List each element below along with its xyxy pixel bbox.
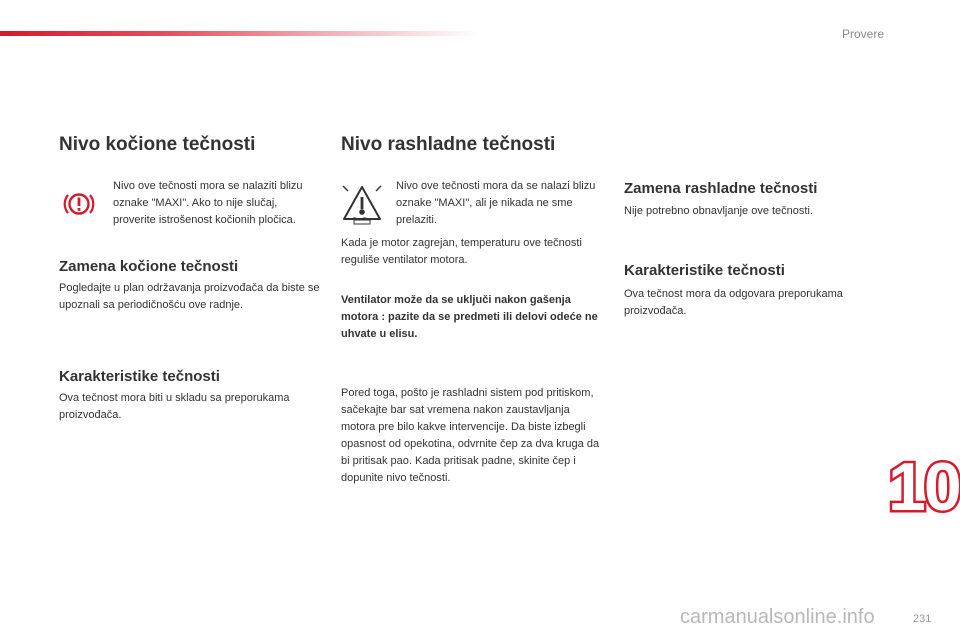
coolant-intro: Nivo ove tečnosti mora da se nalazi blizu oznake "MAXI", ali je nikada ne sme prelaziti. bbox=[396, 180, 596, 226]
brake-replace-text: Pogledajte u plan održavanja proizvođača da biste se upoznali sa periodičnošću ove radnje. bbox=[59, 282, 320, 311]
coolant-pressure-text: Pored toga, pošto je rashladni sistem pod pritiskom, sačekajte bar sat vremena nakon zaustavljanja motora pre bilo kakve intervencije. Da biste izbegli opasnost od opekotina, odvrnite čep za dva kruga da bi pritisak pao. Kada pritisak padne, skinite čep i dopunite nivo tečnosti. bbox=[341, 387, 600, 484]
brake-spec-title: Karakteristike tečnosti bbox=[59, 368, 220, 385]
brake-warning-icon bbox=[62, 189, 96, 219]
coolant-spec-text: Ova tečnost mora da odgovara preporukama proizvođača. bbox=[624, 288, 843, 317]
coolant-fan-warning: Ventilator može da se uključi nakon gašenja motora : pazite da se predmeti ili delovi odeće ne uhvate u elisu. bbox=[341, 294, 598, 340]
coolant-fan-text: Kada je motor zagrejan, temperaturu ove tečnosti reguliše ventilator motora. bbox=[341, 237, 582, 266]
section-label: Provere bbox=[841, 27, 884, 41]
coolant-title: Nivo rashladne tečnosti bbox=[341, 134, 556, 155]
coolant-spec-title: Karakteristike tečnosti bbox=[624, 262, 785, 279]
chapter-number: 10 bbox=[888, 449, 960, 525]
brake-replace-title: Zamena kočione tečnosti bbox=[59, 258, 239, 275]
header-accent-bar bbox=[0, 31, 480, 36]
coolant-replace-title: Zamena rashladne tečnosti bbox=[624, 180, 818, 197]
coolant-replace-text: Nije potrebno obnavljanje ove tečnosti. bbox=[624, 205, 813, 217]
page-number: 231 bbox=[913, 613, 932, 625]
brake-fluid-intro: Nivo ove tečnosti mora se nalaziti blizu oznake "MAXI". Ako to nije slučaj, proverite istrošenost kočionih pločica. bbox=[113, 180, 303, 226]
coolant-temperature-icon bbox=[340, 183, 384, 225]
footer-watermark: carmanualsonline.info bbox=[680, 606, 875, 628]
brake-fluid-title: Nivo kočione tečnosti bbox=[59, 134, 256, 155]
brake-spec-text: Ova tečnost mora biti u skladu sa preporukama proizvođača. bbox=[59, 392, 290, 421]
